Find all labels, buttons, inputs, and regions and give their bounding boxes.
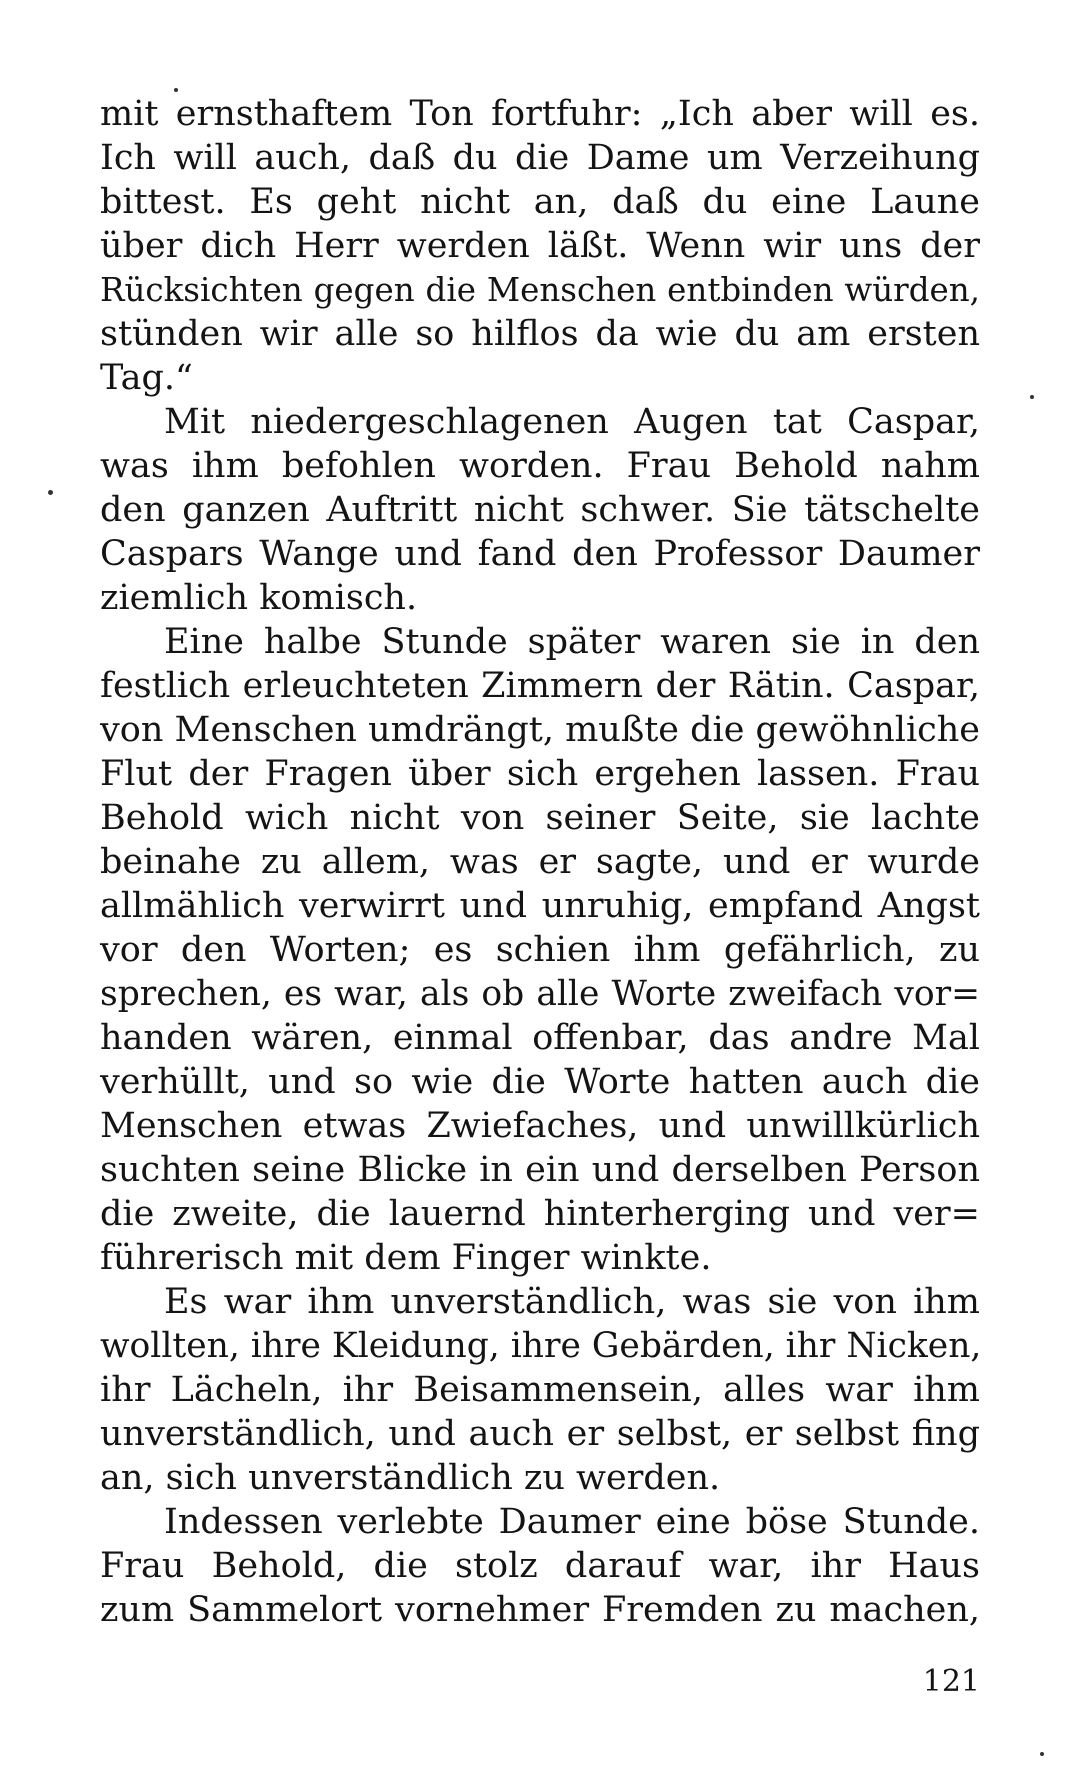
text-line: Flut der Fragen über sich ergehen lassen. Frau — [100, 754, 980, 794]
text-line: Eine halbe Stunde später waren sie in den — [164, 622, 980, 662]
text-line: die zweite, die lauernd hinterherging und ver= — [100, 1194, 980, 1234]
text-line: Es war ihm unverständlich, was sie von ihm — [164, 1282, 980, 1322]
text-line: Ich will auch, daß du die Dame um Verzeihung — [100, 138, 980, 178]
text-line: festlich erleuchteten Zimmern der Rätin. Caspar, — [100, 666, 980, 706]
ink-speck — [1040, 1752, 1044, 1756]
ink-speck — [48, 490, 53, 495]
text-line: von Menschen umdrängt, mußte die gewöhnliche — [100, 710, 981, 750]
text-line: Menschen etwas Zwiefaches, und unwillkürlich — [100, 1106, 980, 1146]
text-line: vor den Worten; es schien ihm gefährlich, zu — [100, 930, 980, 970]
text-line: wollten, ihre Kleidung, ihre Gebärden, ihr Nicken, — [100, 1326, 982, 1366]
ink-speck — [1030, 395, 1034, 399]
text-line: an, sich unverständlich zu werden. — [100, 1458, 721, 1498]
text-line: mit ernsthaftem Ton fortfuhr: „Ich aber will es. — [100, 94, 980, 134]
text-line: sprechen, es war, als ob alle Worte zweifach vor= — [100, 974, 980, 1014]
text-line: Behold wich nicht von seiner Seite, sie lachte — [100, 798, 980, 838]
page-number: 121 — [922, 1664, 980, 1699]
text-line: zum Sammelort vornehmer Fremden zu machen, — [100, 1590, 980, 1630]
text-line: bittest. Es geht nicht an, daß du eine Laune — [100, 182, 980, 222]
text-line: Indessen verlebte Daumer eine böse Stunde. — [164, 1502, 980, 1542]
text-line: handen wären, einmal offenbar, das andre Mal — [100, 1018, 980, 1058]
text-line: stünden wir alle so hilflos da wie du am ersten — [100, 314, 980, 354]
text-line: Rücksichten gegen die Menschen entbinden würden, — [100, 271, 980, 309]
text-line: Frau Behold, die stolz darauf war, ihr Haus — [100, 1546, 980, 1586]
text-line: allmählich verwirrt und unruhig, empfand Angst — [100, 886, 980, 926]
text-line: was ihm befohlen worden. Frau Behold nahm — [100, 446, 980, 486]
text-line: führerisch mit dem Finger winkte. — [100, 1238, 712, 1278]
text-line: beinahe zu allem, was er sagte, und er wurde — [100, 842, 980, 882]
text-line: suchten seine Blicke in ein und derselben Person — [100, 1150, 980, 1190]
text-line: Caspars Wange und fand den Professor Daumer — [100, 534, 980, 574]
text-line: über dich Herr werden läßt. Wenn wir uns der — [100, 226, 980, 266]
body-text — [100, 92, 980, 1632]
text-line: ziemlich komisch. — [100, 578, 418, 618]
text-line: Tag.“ — [100, 358, 193, 398]
text-line: ihr Lächeln, ihr Beisammensein, alles war ihm — [100, 1370, 980, 1410]
text-line: Mit niedergeschlagenen Augen tat Caspar, — [164, 402, 980, 442]
text-line: den ganzen Auftritt nicht schwer. Sie tätschelte — [100, 490, 980, 530]
text-line: verhüllt, und so wie die Worte hatten auch die — [100, 1062, 980, 1102]
text-line: unverständlich, und auch er selbst, er selbst fing — [100, 1414, 980, 1454]
ink-speck — [174, 88, 178, 92]
